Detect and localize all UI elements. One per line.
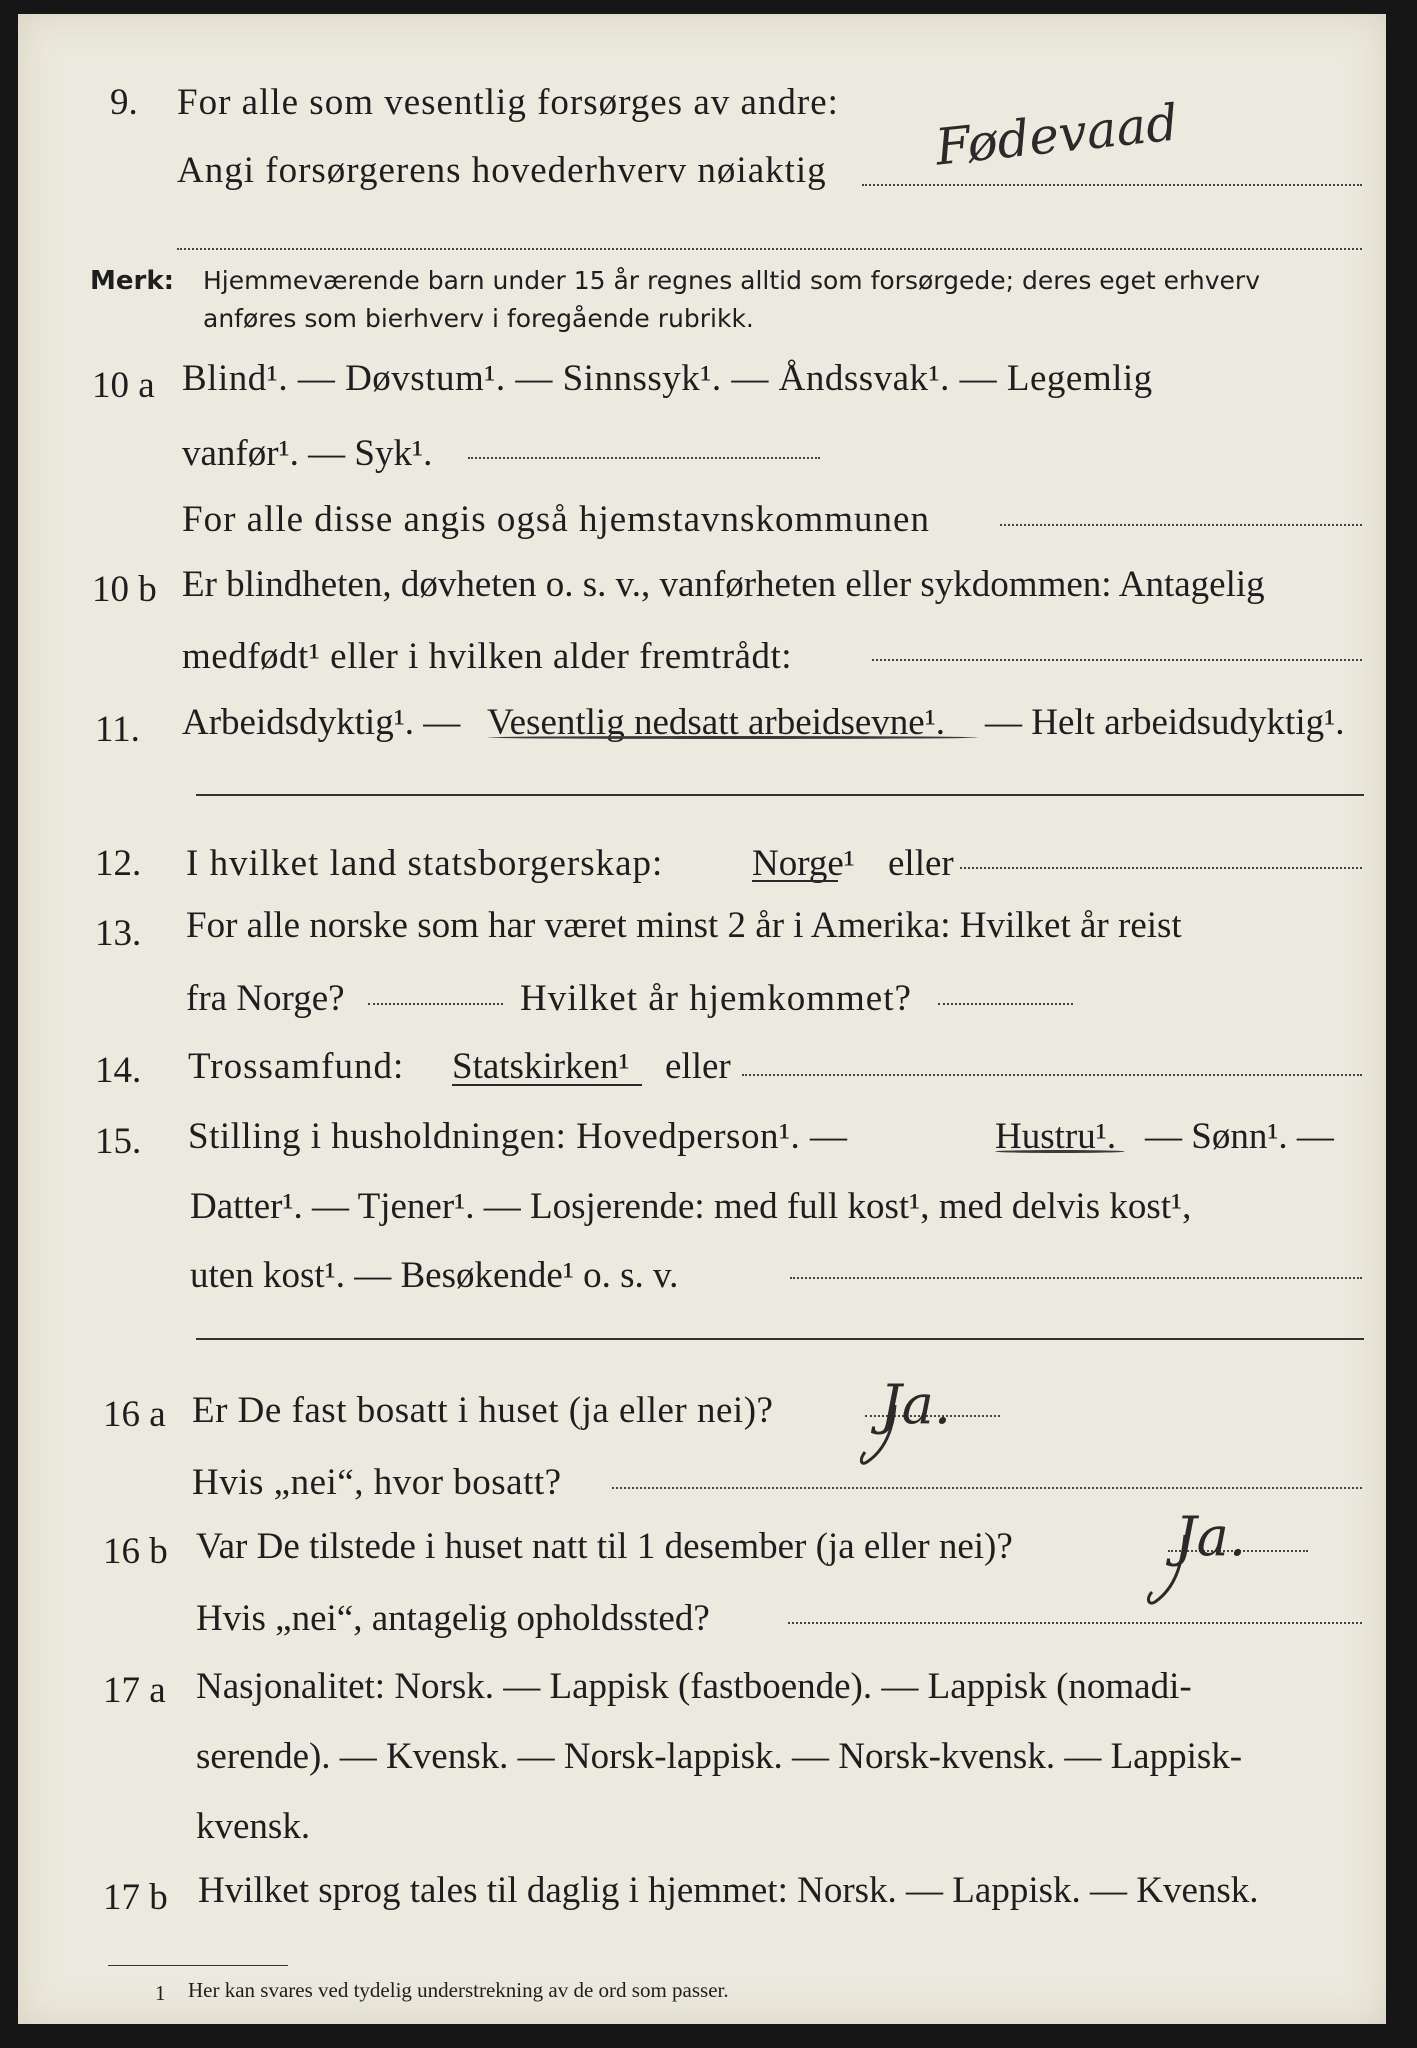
q16b-opholdssted-dotline [788,1622,1362,1624]
q9-extra-line [177,248,1362,250]
q15-line1b-underlined: Hustru¹. [995,1116,1117,1157]
merk-line1: Hjemmeværende barn under 15 år regnes alltid som forsørgede; deres eget erhverv [203,266,1260,295]
q9-handwritten-answer: Fødevaad [932,93,1181,177]
q16a-j-descender [855,1400,915,1470]
footnote-separator [108,1965,288,1966]
q16a-number: 16 a [103,1394,166,1435]
q11-part3: — Helt arbeidsudyktig¹. [985,702,1345,743]
q14-part3: eller [665,1046,731,1087]
q11-hand-underline [488,736,978,739]
q12-part2-underlined: Norge¹ [752,843,855,884]
q10a-line3: For alle disse angis også hjemstavnskommunen [182,499,930,540]
q13-line2b: Hvilket år hjemkommet? [520,978,912,1019]
q16b-j-descender [1140,1530,1200,1610]
q16b-number: 16 b [103,1531,168,1572]
q11-number: 11. [95,709,140,750]
q15-line3: uten kost¹. — Besøkende¹ o. s. v. [190,1255,679,1296]
q14-part2-underlined: Statskirken¹ [452,1046,630,1087]
q11-answer-line [196,794,1364,796]
q17a-number: 17 a [103,1670,166,1711]
q9-line1: For alle som vesentlig forsørges av andre: [177,82,839,123]
q10b-answer-dotline [872,659,1362,661]
q17b-number: 17 b [103,1877,168,1918]
q12-underline [752,880,838,882]
q9-number: 9. [110,82,138,123]
q17a-line1: Nasjonalitet: Norsk. — Lappisk (fastboende). — Lappisk (nomadi- [196,1666,1192,1707]
q10a-number: 10 a [92,365,155,406]
q10a-kommune-dotline [1000,524,1362,526]
q11-part2-underlined: Vesentlig nedsatt arbeidsevne¹. [487,702,946,743]
merk-line2: anføres som bierhverv i foregående rubrikk. [203,304,754,333]
footnote-text: Her kan svares ved tydelig understrekning av de ord som passer. [188,1978,729,2002]
q14-number: 14. [95,1050,142,1091]
q9-answer-dotline [862,184,1362,186]
q13-line1: For alle norske som har været minst 2 år i Amerika: Hvilket år reist [186,905,1182,946]
q16b-line2: Hvis „nei“, antagelig opholdssted? [196,1598,710,1639]
q13-reist-dotline [368,1003,503,1005]
q15-answer-dotline [790,1277,1362,1279]
q13-hjemkommet-dotline [938,1003,1073,1005]
q12-part3: eller [888,843,954,884]
q14-part1: Trossamfund: [188,1046,405,1087]
q15-line1c: — Sønn¹. — [1145,1116,1334,1157]
q15-line1a: Stilling i husholdningen: Hovedperson¹. — [188,1116,848,1157]
q12-answer-dotline [960,867,1362,869]
q15-number: 15. [95,1121,142,1162]
q14-underline [452,1084,642,1086]
q16a-handwritten-answer: Ja. [880,1373,952,1436]
q16b-line1: Var De tilstede i huset natt til 1 desember (ja eller nei)? [196,1526,1013,1567]
q13-line2a: fra Norge? [186,978,345,1019]
q17a-line3: kvensk. [196,1806,311,1847]
q10b-line2: medfødt¹ eller i hvilken alder fremtrådt: [182,636,793,677]
merk-label: Merk: [90,266,175,296]
q10b-number: 10 b [92,569,157,610]
q10a-line1: Blind¹. — Døvstum¹. — Sinnssyk¹. — Åndssvak¹. — Legemlig [182,358,1153,399]
q11-part1: Arbeidsdyktig¹. — [182,702,461,743]
q9-line2: Angi forsørgerens hovederhverv nøiaktig [177,150,827,191]
q16b-handwritten-answer: Ja. [1175,1505,1247,1568]
q16a-line2: Hvis „nei“, hvor bosatt? [192,1462,562,1503]
footnote-mark: 1 [155,1981,166,2005]
q15-line2: Datter¹. — Tjener¹. — Losjerende: med full kost¹, med delvis kost¹, [190,1186,1192,1227]
q12-number: 12. [95,843,142,884]
q10a-syk-dotline [468,457,820,459]
q16a-bosatt-dotline [612,1487,1362,1489]
q17b-line1: Hvilket sprog tales til daglig i hjemmet: Norsk. — Lappisk. — Kvensk. [198,1870,1259,1911]
q14-answer-dotline [742,1074,1362,1076]
q10a-line2: vanfør¹. — Syk¹. [182,433,433,474]
q10b-line1: Er blindheten, døvheten o. s. v., vanførheten eller sykdommen: Antagelig [182,564,1265,605]
q13-number: 13. [95,913,142,954]
q16a-line1: Er De fast bosatt i huset (ja eller nei)? [192,1390,774,1431]
q15-extra-line [196,1338,1364,1340]
q17a-line2: serende). — Kvensk. — Norsk-lappisk. — Norsk-kvensk. — Lappisk- [196,1736,1243,1777]
q15-hand-underline [995,1150,1125,1153]
q12-part1: I hvilket land statsborgerskap: [186,843,664,884]
